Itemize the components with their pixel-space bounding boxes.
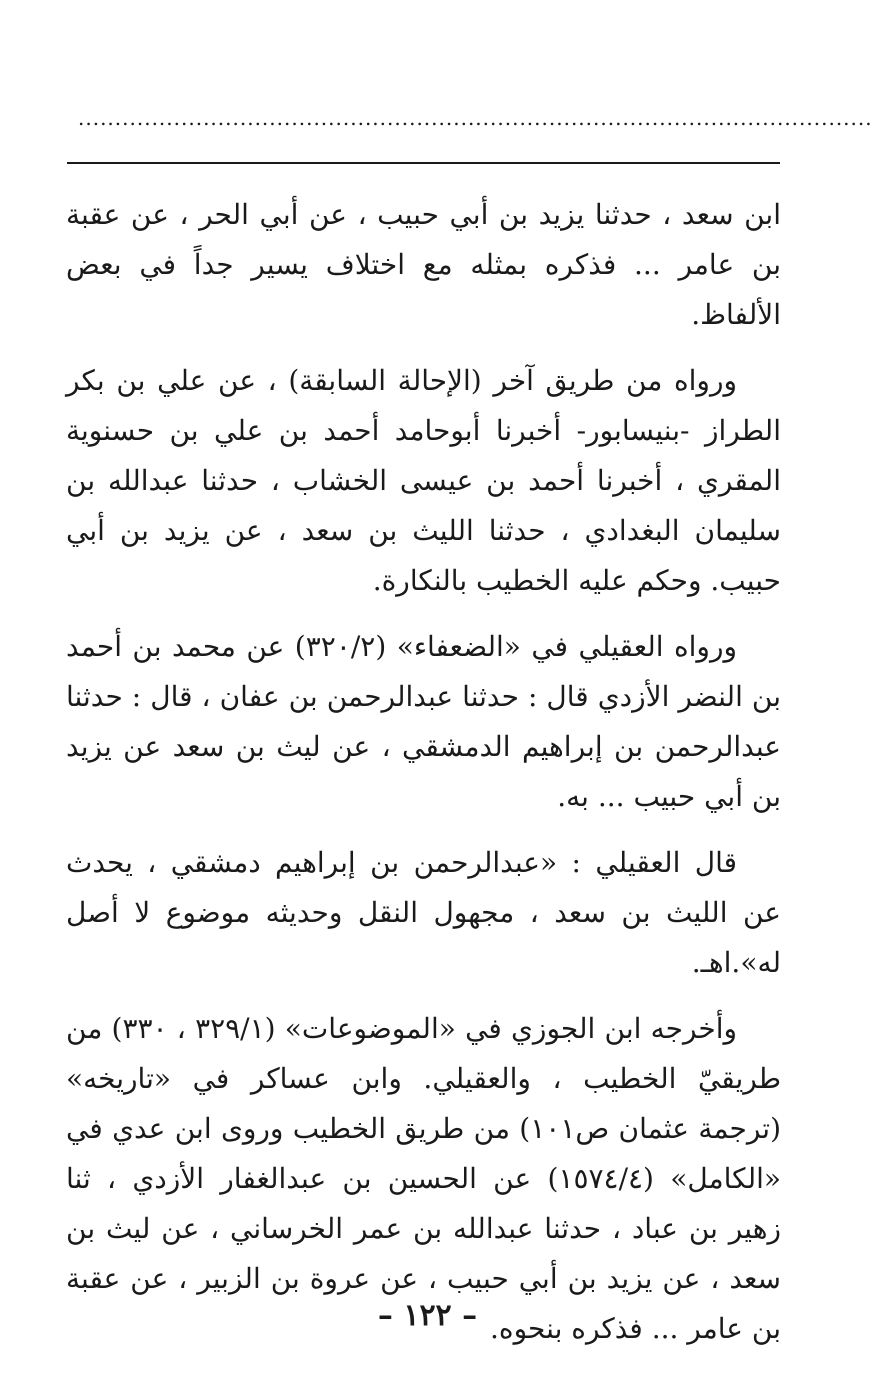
paragraph-3: ورواه العقيلي في «الضعفاء» (٣٢٠/٢) عن محمد بن أحمد بن النضر الأزدي قال : حدثنا عبدالرحمن بن عفان ، قال : حدثنا عبدالرحمن بن إبراهيم الدمشقي ، عن ليث بن سعد عن يزيد بن أبي حبيب ... به. [66, 630, 781, 813]
paragraph-1: ابن سعد ، حدثنا يزيد بن أبي حبيب ، عن أبي الحر ، عن عقبة بن عامر ... فذكره بمثله مع اختلاف يسير جداً في بعض الألفاظ. [66, 198, 781, 331]
footnote-text [66, 190, 781, 1370]
horizontal-rule [67, 162, 780, 164]
paragraph-4: قال العقيلي : «عبدالرحمن بن إبراهيم دمشقي ، يحدث عن الليث بن سعد ، مجهول النقل وحديثه موضوع لا أصل له».اهـ. [66, 846, 781, 979]
paragraph-5: وأخرجه ابن الجوزي في «الموضوعات» (٣٢٩/١ ، ٣٣٠) من طريقيّ الخطيب ، والعقيلي. وابن عساكر في «تاريخه» (ترجمة عثمان ص١٠١) من طريق الخطيب وروى ابن عدي في «الكامل» (١٥٧٤/٤) عن الحسين بن عبدالغفار الأزدي ، ثنا زهير بن عباد ، حدثنا عبدالله بن عمر الخرساني ، عن ليث بن سعد ، عن يزيد بن أبي حبيب ، عن عروة بن الزبير ، عن عقبة بن عامر ... فذكره بنحوه. [66, 1012, 782, 1345]
page-number: – ١٢٢ – [377, 1298, 478, 1333]
dotted-separator: ............................................................................................................ [78, 106, 873, 130]
paragraph-2: ورواه من طريق آخر (الإحالة السابقة) ، عن علي بن بكر الطراز -بنيسابور- أخبرنا أبوحامد أحمد بن علي بن حسنوية المقري ، أخبرنا أحمد بن عيسى الخشاب ، حدثنا عبدالله بن سليمان البغدادي ، حدثنا الليث بن سعد ، عن يزيد بن أبي حبيب. وحكم عليه الخطيب بالنكارة. [66, 364, 781, 597]
